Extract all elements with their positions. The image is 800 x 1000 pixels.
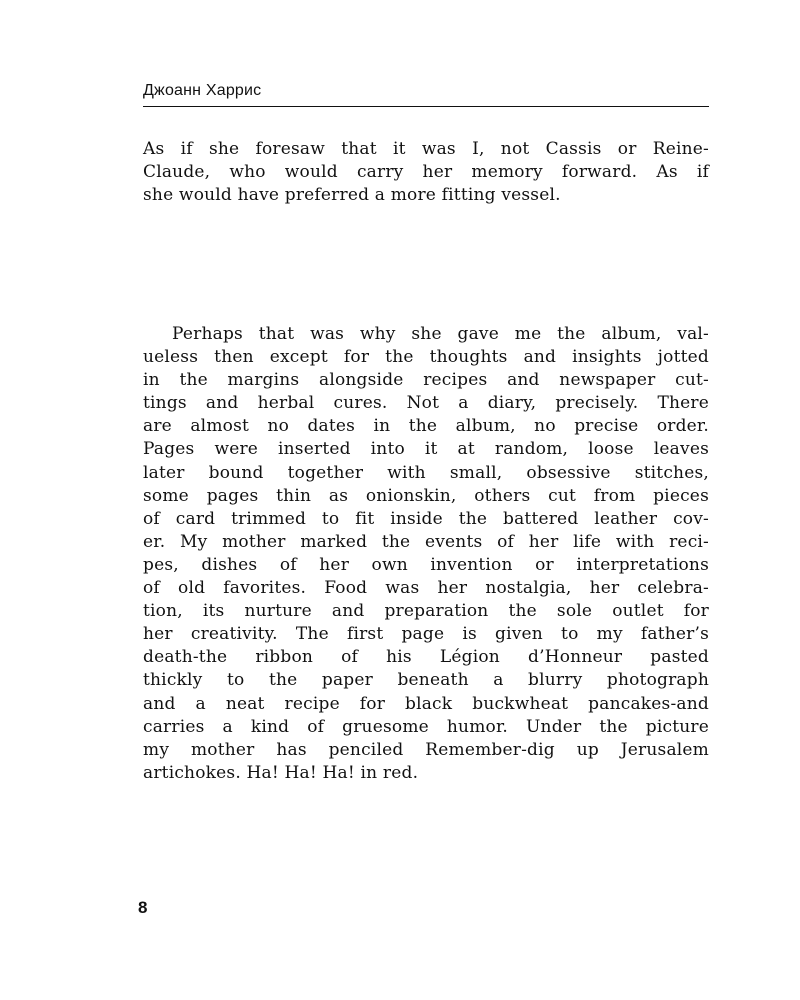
text-line: pes, dishes of her own invention or interpretations bbox=[143, 554, 709, 575]
text-line: her creativity. The first page is given to my father’s bbox=[143, 624, 709, 645]
text-line: are almost no dates in the album, no precise order. bbox=[143, 416, 709, 437]
text-line: ueless then except for the thoughts and insights jotted bbox=[143, 347, 709, 368]
text-line: of old favorites. Food was her nostalgia, her celebra- bbox=[143, 578, 709, 599]
text-line: Claude, who would carry her memory forward. As if bbox=[143, 162, 709, 183]
text-line: later bound together with small, obsessive stitches, bbox=[143, 462, 709, 483]
text-line: she would have preferred a more fitting vessel. bbox=[143, 185, 561, 206]
text-line: er. My mother marked the events of her life with reci- bbox=[143, 531, 709, 552]
text-line: carries a kind of gruesome humor. Under the picture bbox=[143, 716, 709, 737]
text-line: tion, its nurture and preparation the sole outlet for bbox=[143, 601, 709, 622]
text-line: of card trimmed to fit inside the battered leather cov- bbox=[143, 508, 709, 529]
running-header bbox=[143, 80, 709, 107]
text-line: some pages thin as onionskin, others cut from pieces bbox=[143, 485, 709, 506]
text-line: and a neat recipe for black buckwheat pancakes-and bbox=[143, 693, 709, 714]
paragraph-1 bbox=[143, 138, 709, 207]
text-line: in the margins alongside recipes and newspaper cut- bbox=[143, 370, 709, 391]
text-line: Perhaps that was why she gave me the album, val- bbox=[172, 324, 709, 344]
text-line: my mother has penciled Remember-dig up Jerusalem bbox=[143, 739, 709, 760]
page-number: 8 bbox=[138, 898, 148, 917]
text-line: thickly to the paper beneath a blurry photograph bbox=[143, 670, 709, 691]
text-line: tings and herbal cures. Not a diary, precisely. There bbox=[143, 393, 709, 414]
paragraph-2 bbox=[143, 323, 709, 785]
header-author: Джоанн Харрис bbox=[143, 82, 262, 99]
text-line: Pages were inserted into it at random, loose leaves bbox=[143, 439, 709, 460]
text-line: death-the ribbon of his Légion d’Honneur pasted bbox=[143, 647, 709, 668]
text-line: artichokes. Ha! Ha! Ha! in red. bbox=[143, 762, 419, 783]
text-line: As if she foresaw that it was I, not Cassis or Reine- bbox=[143, 139, 709, 159]
